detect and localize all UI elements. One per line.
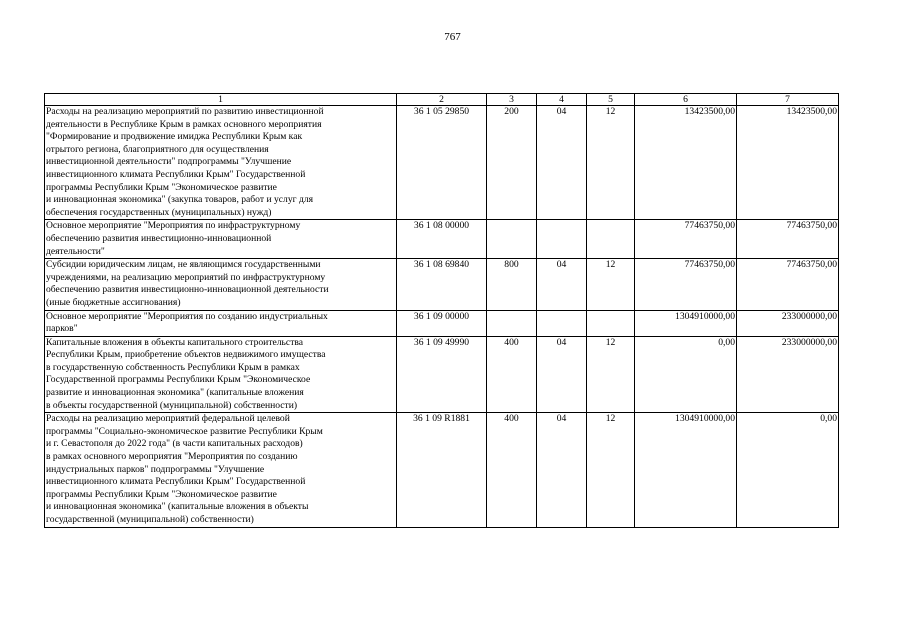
target-article-code: 36 1 05 29850 [397, 106, 487, 220]
section-code [537, 220, 587, 259]
amount-col6: 13423500,00 [635, 106, 737, 220]
amount-col7: 0,00 [737, 413, 839, 527]
column-header: 4 [537, 94, 587, 106]
row-description: Основное мероприятие "Мероприятия по инфраструктурному обеспечению развития инвестиционно-инновационной деятельности" [45, 220, 397, 259]
section-code: 04 [537, 259, 587, 310]
expense-type-code: 400 [487, 413, 537, 527]
table-row [45, 336, 839, 413]
expense-type-code: 800 [487, 259, 537, 310]
section-code: 04 [537, 413, 587, 527]
column-number-row [45, 94, 839, 106]
amount-col7: 13423500,00 [737, 106, 839, 220]
target-article-code: 36 1 08 69840 [397, 259, 487, 310]
amount-col7: 77463750,00 [737, 259, 839, 310]
amount-col6: 77463750,00 [635, 220, 737, 259]
table-row [45, 259, 839, 310]
row-description: Расходы на реализацию мероприятий федеральной целевой программы "Социально-экономическое развитие Республики Крым и г. Севастополя до 2022 года" (в части капитальных расходов) в рамках основного мероприятия "Мероприятия по созданию индустриальных парков" подпрограммы "Улучшение инвестиционного климата Республики Крым" Государственной программы Республики Крым "Экономическое развитие и инновационная экономика" (капитальные вложения в объекты государственной (муниципальной) собственности) [45, 413, 397, 527]
budget-table [44, 93, 839, 528]
column-header: 7 [737, 94, 839, 106]
row-description: Субсидии юридическим лицам, не являющимся государственными учреждениями, на реализацию мероприятий по инфраструктурному обеспечению развития инвестиционно-инновационной деятельности (иные бюджетные ассигнования) [45, 259, 397, 310]
subsection-code: 12 [587, 259, 635, 310]
column-header: 2 [397, 94, 487, 106]
amount-col7: 233000000,00 [737, 336, 839, 413]
amount-col6: 0,00 [635, 336, 737, 413]
table-row [45, 106, 839, 220]
target-article-code: 36 1 09 R1881 [397, 413, 487, 527]
amount-col7: 77463750,00 [737, 220, 839, 259]
table-row [45, 413, 839, 527]
expense-type-code [487, 220, 537, 259]
section-code: 04 [537, 336, 587, 413]
section-code [537, 310, 587, 336]
row-description: Основное мероприятие "Мероприятия по созданию индустриальных парков" [45, 310, 397, 336]
amount-col7: 233000000,00 [737, 310, 839, 336]
section-code: 04 [537, 106, 587, 220]
target-article-code: 36 1 09 00000 [397, 310, 487, 336]
page-number: 767 [444, 31, 461, 43]
subsection-code: 12 [587, 106, 635, 220]
target-article-code: 36 1 09 49990 [397, 336, 487, 413]
amount-col6: 1304910000,00 [635, 310, 737, 336]
amount-col6: 77463750,00 [635, 259, 737, 310]
table-row [45, 310, 839, 336]
subsection-code: 12 [587, 336, 635, 413]
expense-type-code: 400 [487, 336, 537, 413]
expense-type-code [487, 310, 537, 336]
column-header: 6 [635, 94, 737, 106]
table-row [45, 220, 839, 259]
amount-col6: 1304910000,00 [635, 413, 737, 527]
column-header: 3 [487, 94, 537, 106]
expense-type-code: 200 [487, 106, 537, 220]
subsection-code [587, 220, 635, 259]
subsection-code [587, 310, 635, 336]
row-description: Капитальные вложения в объекты капитального строительства Республики Крым, приобретение объектов недвижимого имущества в государственную собственность Республики Крым в рамках Государственной программы Республики Крым "Экономическое развитие и инновационная экономика" (капитальные вложения в объекты государственной (муниципальной) собственности) [45, 336, 397, 413]
column-header: 1 [45, 94, 397, 106]
row-description: Расходы на реализацию мероприятий по развитию инвестиционной деятельности в Республике Крым в рамках основного мероприятия "Формирование и продвижение имиджа Республики Крым как отрытого региона, благоприятного для осуществления инвестиционной деятельности" подпрограммы "Улучшение инвестиционного климата Республики Крым" Государственной программы Республики Крым "Экономическое развитие и инновационная экономика" (закупка товаров, работ и услуг для обеспечения государственных (муниципальных) нужд) [45, 106, 397, 220]
column-header: 5 [587, 94, 635, 106]
target-article-code: 36 1 08 00000 [397, 220, 487, 259]
subsection-code: 12 [587, 413, 635, 527]
